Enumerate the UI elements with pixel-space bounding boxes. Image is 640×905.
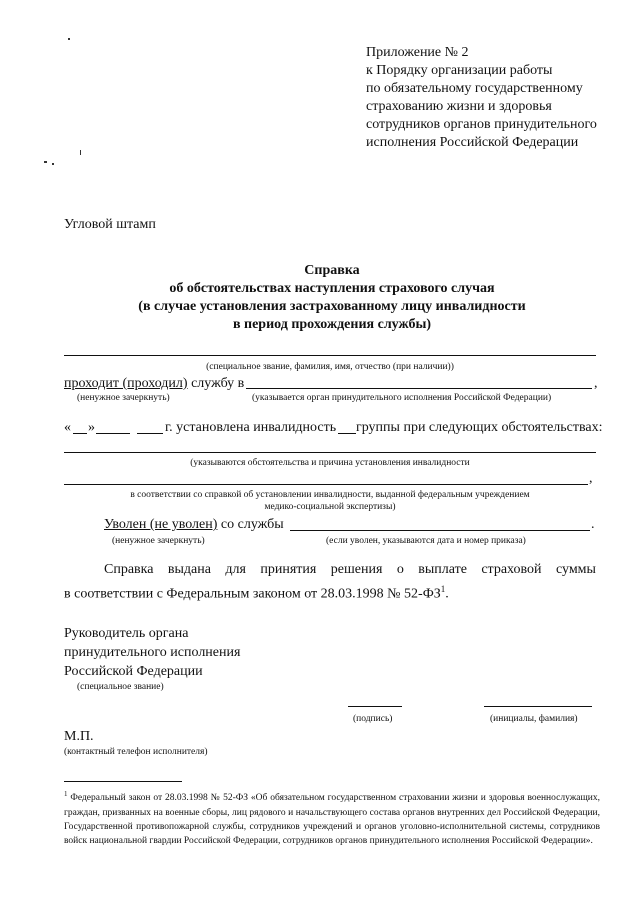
issued-end: . <box>445 586 449 602</box>
hint-strike: (ненужное зачеркнуть) <box>77 393 170 403</box>
dismissed-row <box>104 516 284 534</box>
name-initials-line[interactable] <box>484 706 592 707</box>
name-hint: (инициалы, фамилия) <box>490 714 578 724</box>
footnote-text: Федеральный закон от 28.03.1998 № 52-ФЗ «Об обязательном государственном страховании жизни и здоровья военнослужащих, граждан, призванных на военные сборы, лиц рядового и начальствующего состава органов внутренних дел Российской Федерации, Государственной противопожарной службы, сотрудников учреждений и органов уголовно-исполнительной системы, сотрудников войск национальной гвардии Российской Федерации, сотрудников органов принудительного исполнения Российской Федерации». <box>64 793 600 847</box>
group-line[interactable] <box>338 433 356 434</box>
issued-word: выплате <box>418 562 467 577</box>
issued-word: принятия <box>260 562 317 577</box>
footnote-ref[interactable]: 1 <box>440 584 446 594</box>
hint-certificate-line: медико-социальной экспертизы) <box>264 502 396 512</box>
dismissed-mid: со службы <box>217 517 284 532</box>
annex-line: сотрудников органов принудительного <box>366 117 597 132</box>
circumstances-line-2[interactable] <box>64 484 588 485</box>
passes-service-row <box>64 375 244 393</box>
name-line[interactable] <box>64 355 596 356</box>
date-end: группы при следующих обстоятельствах: <box>356 420 603 435</box>
hint-name: (специальное звание, фамилия, имя, отчество (при наличии)) <box>206 362 454 372</box>
head-line: Руководитель органа <box>64 626 189 641</box>
issued-word: решения <box>330 562 383 577</box>
seal-mark: М.П. <box>64 729 94 744</box>
annex-line: страхованию жизни и здоровья <box>366 99 552 114</box>
scan-speck <box>68 38 70 40</box>
phone-hint: (контактный телефон исполнителя) <box>64 747 208 757</box>
issued-word: о <box>396 562 404 577</box>
rank-hint: (специальное звание) <box>77 682 164 692</box>
footnote <box>64 787 600 849</box>
circumstances-end: , <box>589 471 593 486</box>
issued-word: для <box>225 562 246 577</box>
date-open: « <box>64 420 71 435</box>
footnote-mark: 1 <box>64 790 68 798</box>
title-line: в период прохождения службы) <box>232 317 432 332</box>
organ-line[interactable] <box>246 388 592 389</box>
head-title <box>64 624 240 681</box>
hint-strike-2: (ненужное зачеркнуть) <box>112 536 205 546</box>
issued-line-1 <box>104 561 596 579</box>
issued-word: выдана <box>167 562 211 577</box>
head-line: принудительного исполнения <box>64 645 241 660</box>
year-line[interactable] <box>137 433 163 434</box>
hint-certificate-line: в соответствии со справкой об установлении инвалидности, выданной федеральным учреждением <box>130 490 530 500</box>
month-line[interactable] <box>96 433 130 434</box>
hint-organ: (указывается орган принудительного исполнения Российской Федерации) <box>252 393 552 403</box>
circumstances-line[interactable] <box>64 452 596 453</box>
annex-line: исполнения Российской Федерации <box>366 135 579 150</box>
scan-speck <box>52 163 54 165</box>
issued-word: Справка <box>104 562 154 577</box>
scan-speck <box>80 150 81 155</box>
passes-prefix: проходит (проходил) <box>64 376 188 391</box>
sign-hint: (подпись) <box>353 714 393 724</box>
passes-mid: службу в <box>187 376 245 391</box>
issued-law: в соответствии с Федеральным законом от 28.03.1998 № 52-ФЗ <box>64 586 441 602</box>
hint-circumstances: (указываются обстоятельства и причина установления инвалидности <box>190 458 470 468</box>
dismissed-prefix: Уволен (не уволен) <box>104 517 218 532</box>
title-main: Справка <box>304 263 360 278</box>
hint-dismissal: (если уволен, указываются дата и номер приказа) <box>326 536 526 546</box>
annex-line: по обязательному государственному <box>366 81 583 96</box>
head-line: Российской Федерации <box>64 664 203 679</box>
dismissed-end: . <box>591 517 595 532</box>
footnote-separator <box>64 781 182 782</box>
date-rest: г. установлена инвалидность <box>165 420 337 435</box>
issued-word: страховой <box>481 562 542 577</box>
corner-stamp: Угловой штамп <box>64 217 156 232</box>
document-title <box>64 262 600 334</box>
signature-line[interactable] <box>348 706 402 707</box>
hint-certificate <box>64 489 596 513</box>
annex-line: Приложение № 2 <box>366 45 469 60</box>
scan-speck <box>44 161 47 163</box>
dismissal-line[interactable] <box>290 530 590 531</box>
date-close: » <box>88 420 95 435</box>
annex-block <box>366 44 636 152</box>
title-line: (в случае установления застрахованному лицу инвалидности <box>138 299 526 314</box>
issued-word: суммы <box>555 562 596 577</box>
issued-line-2 <box>64 580 449 604</box>
passes-end: , <box>594 376 598 391</box>
title-line: об обстоятельствах наступления страхового случая <box>169 281 495 296</box>
day-line[interactable] <box>73 433 87 434</box>
annex-line: к Порядку организации работы <box>366 63 553 78</box>
